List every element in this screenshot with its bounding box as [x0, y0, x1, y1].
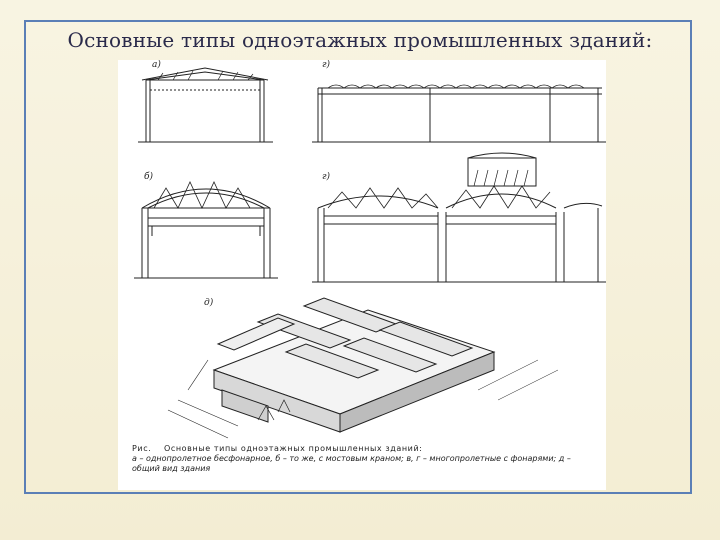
panel-label-g2: г) [322, 172, 331, 182]
figure-image [118, 60, 606, 490]
building-drawings [118, 60, 606, 490]
drawing-single-span-crane [134, 182, 278, 278]
drawing-multi-span-lantern [312, 153, 606, 282]
drawing-single-span [138, 68, 273, 142]
caption-prefix: Рис. [132, 444, 152, 453]
drawing-aerial-view [168, 298, 558, 438]
panel-label-a: а) [152, 60, 161, 70]
drawing-multi-span-flat [312, 85, 606, 142]
panel-label-g1: г) [322, 60, 331, 70]
panel-label-d: д) [204, 298, 214, 308]
panel-label-b: б) [144, 172, 154, 182]
figure-caption [132, 444, 598, 474]
caption-heading: Основные типы одноэтажных промышленных зданий: [163, 444, 423, 453]
slide-title: Основные типы одноэтажных промышленных зданий: [67, 28, 653, 52]
caption-body: а – однопролетное бесфонарное, б – то же, с мостовым краном; в, г – многопролетные с фонарями; д – общий вид здания [132, 454, 571, 473]
